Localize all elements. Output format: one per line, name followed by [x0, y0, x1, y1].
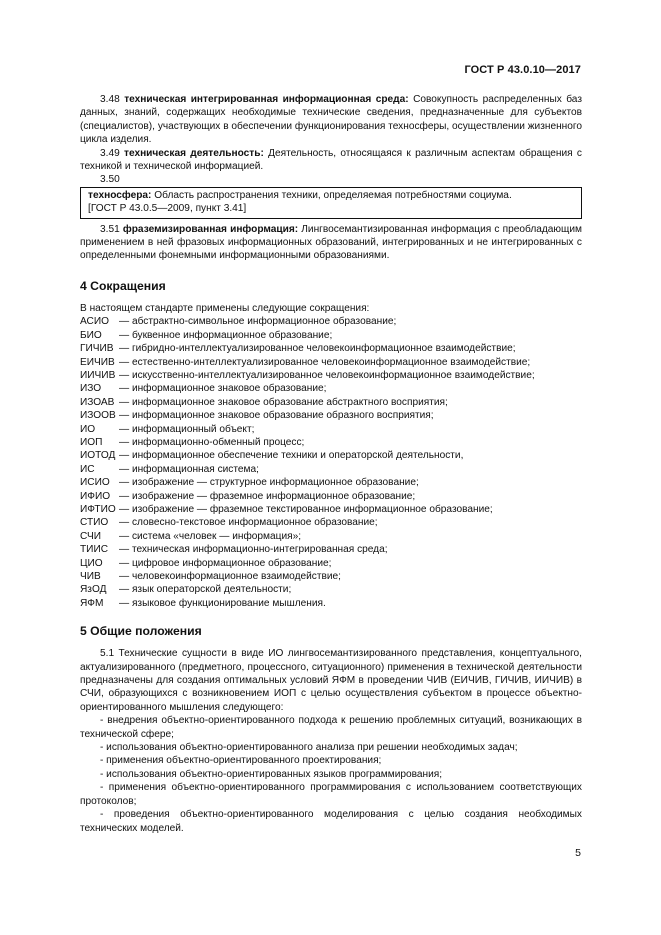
abbreviation-code: ИИЧИВ [80, 369, 116, 381]
abbreviation-code: ИЗО [80, 383, 102, 395]
abbreviation-code: АСИО [80, 316, 109, 328]
abbreviation-row [80, 583, 582, 596]
abbreviation-code: СТИО [80, 517, 109, 529]
abbreviation-code: ЕИЧИВ [80, 356, 115, 368]
abbreviation-definition: — язык операторской деятельности; [119, 584, 292, 596]
abbreviation-row [80, 356, 582, 369]
abbreviation-definition: — словесно-текстовое информационное образование; [119, 517, 378, 529]
abbreviation-row [80, 503, 582, 516]
term-title: техническая интегрированная информационная среда: [124, 94, 409, 105]
abbreviation-row [80, 557, 582, 570]
abbreviation-definition: — информационный объект; [119, 423, 255, 435]
abbreviation-code: ИЗОАВ [80, 396, 115, 408]
abbreviation-code: ЦИО [80, 557, 103, 569]
section-4-title: 4 Сокращения [80, 278, 166, 293]
abbreviation-code: ИОП [80, 436, 103, 448]
section-5-title: 5 Общие положения [80, 624, 202, 639]
term-definition: Область распространения техники, определяемая потребностями социума. [154, 189, 512, 201]
abbreviation-row [80, 396, 582, 409]
abbreviation-code: ТИИС [80, 544, 109, 556]
abbreviation-row [80, 329, 582, 342]
abbreviation-definition: — абстрактно-символьное информационное образование; [119, 316, 397, 328]
abbreviation-row [80, 516, 582, 529]
abbreviation-code: ИФИО [80, 490, 111, 502]
term-title: техническая деятельность: [123, 147, 264, 159]
abbreviation-definition: — изображение — фраземное информационное образование; [119, 490, 416, 502]
abbreviation-code: ИСИО [80, 477, 110, 489]
page-number: 5 [575, 847, 581, 859]
abbreviation-definition: — техническая информационно-интегрированная среда; [119, 544, 388, 556]
abbreviation-code: ИО [80, 423, 96, 435]
abbreviation-definition: — информационное знаковое образование абстрактного восприятия; [119, 396, 448, 408]
abbreviation-definition: — цифровое информационное образование; [119, 557, 332, 569]
bullet-item: - использования объектно-ориентированных языков программирования; [100, 768, 443, 780]
abbreviation-definition: — информационное обеспечение техники и операторской деятельности, [119, 450, 464, 462]
abbreviation-code: ГИЧИВ [80, 343, 114, 355]
abbreviation-definition: — человекоинформационное взаимодействие; [119, 571, 341, 582]
abbreviation-code: БИО [80, 329, 102, 341]
abbreviation-code: ИОТОД [80, 450, 116, 462]
abbreviation-definition: — языковое функционирование мышления. [119, 597, 326, 609]
page-content [80, 93, 582, 835]
abbreviation-row [80, 369, 582, 382]
term-number: 3.48 [100, 94, 120, 105]
term-3-49 [80, 147, 582, 174]
abbreviation-definition: — информационное знаковое образование образного восприятия; [119, 410, 434, 422]
bullet-list [80, 714, 582, 835]
section-4-intro: В настоящем стандарте применены следующие сокращения: [80, 302, 370, 314]
abbreviation-row [80, 409, 582, 422]
abbreviation-definition: — информационная система; [119, 463, 259, 475]
abbreviation-list [80, 315, 582, 610]
abbreviation-definition: — буквенное информационное образование; [119, 329, 333, 341]
abbreviation-row [80, 315, 582, 328]
term-title: техносфера: [88, 189, 152, 201]
term-definition: Лингвосемантизированная информация с преобладающим применением в ней фразовых информационных образований, интегрированных и не интегрированных с определенными фонемными информационными образованиями. [80, 223, 582, 262]
abbreviation-row [80, 476, 582, 489]
abbreviation-definition: — система «человек — информация»; [119, 530, 302, 542]
bullet-item: - внедрения объектно-ориентированного подхода к решению проблемных ситуаций, возникающих в технической сфере; [80, 715, 582, 740]
bullet-item: - проведения объектно-ориентированного моделирования с целью создания необходимых технических моделей. [80, 809, 582, 834]
section-5-1-paragraph: 5.1 Технические сущности в виде ИО лингвосемантизированного представления, концептуального, актуализированного (предметного, процессного, ситуационного) применения в технической деятельности предназначены для создания оптимальных условий ЯФМ в проведении ЧИВ (ЕИЧИВ, ГИЧИВ, ИИЧИВ) в СЧИ, образующихся с возникновением ИОП с целью осуществления субъектом в процессе объектно-ориентированного мышления следующего: [80, 648, 582, 713]
abbreviation-definition: — изображение — структурное информационное образование; [119, 477, 419, 489]
abbreviation-row [80, 490, 582, 503]
abbreviation-row [80, 463, 582, 476]
term-reference: [ГОСТ Р 43.0.5—2009, пункт 3.41] [88, 203, 247, 215]
term-number: 3.49 [100, 147, 120, 159]
abbreviation-row [80, 530, 582, 543]
abbreviation-definition: — гибридно-интеллектуализированное человекоинформационное взаимодействие; [119, 343, 516, 355]
term-3-50 [88, 189, 574, 202]
term-definition: Деятельность, относящаяся к различным аспектам обращения с техникой и технической информацией. [80, 147, 582, 173]
abbreviation-row [80, 382, 582, 395]
abbreviation-code: ЯФМ [80, 597, 104, 609]
term-3-50-number: 3.50 [100, 174, 120, 186]
abbreviation-code: ИС [80, 463, 95, 475]
abbreviation-definition: — информационно-обменный процесс; [119, 436, 305, 448]
standard-code: ГОСТ Р 43.0.10—2017 [464, 64, 581, 76]
abbreviation-row [80, 597, 582, 610]
abbreviation-definition: — изображение — фраземное текстированное информационное образование; [119, 503, 493, 515]
bullet-item: - применения объектно-ориентированного проектирования; [100, 755, 382, 767]
abbreviation-code: ЯзОД [80, 584, 107, 596]
abbreviation-row [80, 570, 582, 583]
term-3-48 [80, 93, 582, 147]
abbreviation-code: СЧИ [80, 530, 102, 542]
abbreviation-row [80, 342, 582, 355]
abbreviation-code: ИФТИО [80, 503, 116, 515]
abbreviation-row [80, 449, 582, 462]
abbreviation-definition: — искусственно-интеллектуализированное человекоинформационное взаимодействие; [119, 369, 535, 381]
abbreviation-row [80, 543, 582, 556]
term-number: 3.51 [100, 223, 120, 235]
bullet-item: - использования объектно-ориентированного анализа при решении необходимых задач; [100, 742, 518, 754]
abbreviation-code: ЧИВ [80, 571, 101, 582]
term-3-51 [80, 223, 582, 263]
abbreviation-definition: — информационное знаковое образование; [119, 383, 327, 395]
abbreviation-row [80, 423, 582, 436]
term-definition: Совокупность распределенных баз данных, знаний, содержащих необходимые технические сведения, предназначенные для субъектов (специалистов), участвующих в обеспечении функционирования техносферы, осуществлении жизненного цикла изделия. [80, 94, 582, 146]
term-title: фраземизированная информация: [122, 223, 299, 235]
term-3-50-box [80, 187, 582, 219]
abbreviation-definition: — естественно-интеллектуализированное человекоинформационное взаимодействие; [119, 356, 531, 368]
abbreviation-row [80, 436, 582, 449]
abbreviation-code: ИЗООВ [80, 410, 116, 422]
bullet-item: - применения объектно-ориентированного программирования с использованием соответствующих протоколов; [80, 782, 582, 807]
